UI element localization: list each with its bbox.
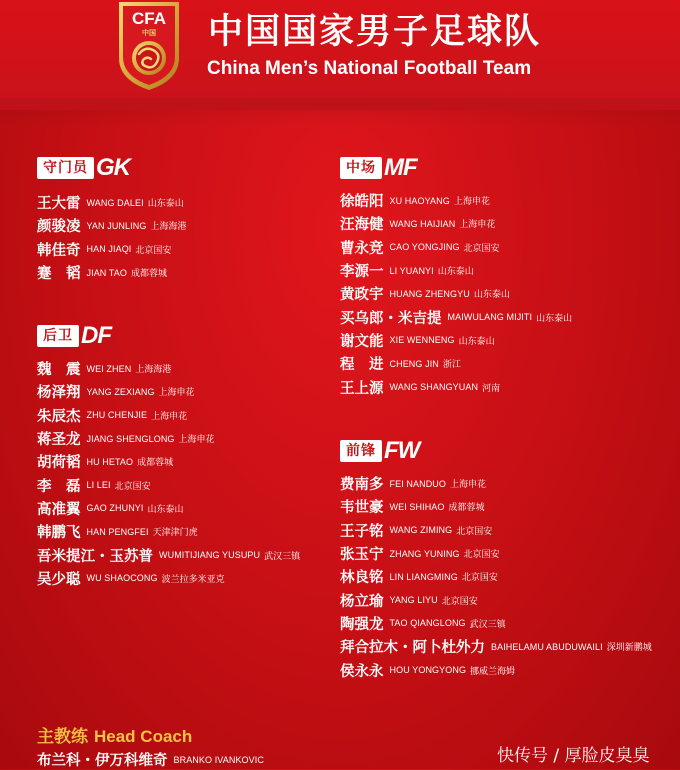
player-name-en: HAN PENGFEI <box>86 526 149 537</box>
player-name-en: LI LEI <box>86 480 111 491</box>
section-fw-tag: 前锋 <box>340 440 382 462</box>
player-row <box>37 404 300 427</box>
player-club: 波兰拉多米亚克 <box>161 574 225 585</box>
section-gk-tag: 守门员 <box>37 157 94 179</box>
player-club: 河南 <box>482 383 501 394</box>
player-row <box>340 212 572 235</box>
player-name-cn: 颜骏凌 <box>37 219 81 236</box>
player-club: 山东泰山 <box>147 504 184 515</box>
player-name-en: TAO QIANGLONG <box>389 618 466 629</box>
player-club: 山东泰山 <box>437 267 474 278</box>
cfa-crest-icon <box>117 2 181 90</box>
player-name-en: JIAN TAO <box>86 267 127 278</box>
player-row <box>340 472 652 495</box>
coach-name-row <box>37 749 264 770</box>
roster-gk <box>37 191 186 284</box>
player-club: 成都蓉城 <box>137 458 174 469</box>
player-name-en: WUMITIJIANG YUSUPU <box>159 550 261 561</box>
player-name-cn: 韩鹏飞 <box>37 525 81 542</box>
player-name-cn: 买乌郎・米吉提 <box>340 310 442 327</box>
player-club: 成都蓉城 <box>448 503 485 514</box>
player-name-cn: 吾米提江・玉苏普 <box>37 548 153 565</box>
player-name-en: WANG HAIJIAN <box>389 218 456 229</box>
player-club: 浙江 <box>442 360 461 371</box>
player-name-cn: 李 磊 <box>37 478 81 495</box>
crest-letters: CFA <box>132 9 166 28</box>
section-fw-label <box>340 437 420 464</box>
player-club: 北京国安 <box>114 481 151 492</box>
player-name-en: YAN JUNLING <box>86 220 147 231</box>
player-name-en: FEI NANDUO <box>389 478 447 489</box>
player-name-cn: 王大雷 <box>37 196 81 213</box>
coach-title <box>37 722 192 747</box>
player-club: 天津津门虎 <box>152 528 198 539</box>
player-name-cn: 汪海健 <box>340 217 384 234</box>
player-row <box>37 191 186 214</box>
player-club: 武汉三镇 <box>264 551 301 562</box>
player-name-cn: 谢文能 <box>340 333 384 350</box>
player-row <box>37 473 300 496</box>
player-club: 上海申花 <box>453 197 490 208</box>
player-name-cn: 程 进 <box>340 357 384 374</box>
player-row <box>37 497 300 520</box>
player-name-cn: 王子铭 <box>340 523 384 540</box>
player-row <box>340 305 572 328</box>
player-club: 上海海港 <box>135 365 172 376</box>
player-name-cn: 李源一 <box>340 264 384 281</box>
player-name-en: YANG LIYU <box>389 595 438 606</box>
player-club: 上海申花 <box>158 388 195 399</box>
player-name-en: MAIWULANG MIJITI <box>447 312 533 323</box>
player-name-cn: 韩佳奇 <box>37 242 81 259</box>
player-name-en: YANG ZEXIANG <box>86 386 155 397</box>
player-club: 山东泰山 <box>473 290 510 301</box>
player-name-cn: 杨泽翔 <box>37 385 81 402</box>
title-english: China Men’s National Football Team <box>207 58 532 79</box>
roster-fw <box>340 472 652 682</box>
coach-title-en: Head Coach <box>94 727 193 746</box>
player-club: 上海海港 <box>150 222 187 233</box>
player-name-cn: 韦世豪 <box>340 500 384 517</box>
section-mf-code: MF <box>384 154 417 181</box>
player-name-en: HAN JIAQI <box>86 244 132 255</box>
player-name-cn: 朱辰杰 <box>37 408 81 425</box>
player-name-en: WANG DALEI <box>86 197 144 208</box>
player-row <box>340 329 572 352</box>
player-row <box>340 612 652 635</box>
player-name-cn: 黄政宇 <box>340 287 384 304</box>
roster-df <box>37 357 300 590</box>
player-row <box>340 352 572 375</box>
player-name-cn: 陶强龙 <box>340 616 384 633</box>
player-name-en: GAO ZHUNYI <box>86 503 144 514</box>
coach-name-en: BRANKO IVANKOVIC <box>173 754 264 765</box>
player-club: 北京国安 <box>456 526 493 537</box>
player-name-en: ZHANG YUNING <box>389 548 460 559</box>
player-name-en: ZHU CHENJIE <box>86 410 148 421</box>
player-row <box>340 236 572 259</box>
player-row <box>37 380 300 403</box>
section-mf-label <box>340 154 417 181</box>
section-gk-code: GK <box>96 154 130 181</box>
section-df-label <box>37 322 111 349</box>
player-name-cn: 曹永竞 <box>340 240 384 257</box>
player-name-cn: 徐皓阳 <box>340 194 384 211</box>
player-name-en: XU HAOYANG <box>389 195 450 206</box>
player-name-cn: 胡荷韬 <box>37 455 81 472</box>
player-club: 成都蓉城 <box>130 269 167 280</box>
player-row <box>340 375 572 398</box>
player-name-en: WEI SHIHAO <box>389 501 445 512</box>
player-club: 山东泰山 <box>147 199 184 210</box>
player-name-en: WANG ZIMING <box>389 525 453 536</box>
player-name-cn: 高准翼 <box>37 501 81 518</box>
player-row <box>37 520 300 543</box>
player-name-en: LI YUANYI <box>389 265 434 276</box>
player-row <box>37 427 300 450</box>
player-row <box>340 565 652 588</box>
player-name-en: WU SHAOCONG <box>86 573 158 584</box>
watermark: 快传号 / 厚脸皮臭臭 <box>497 746 650 766</box>
player-name-en: CAO YONGJING <box>389 242 460 253</box>
player-club: 挪威兰海姆 <box>470 666 516 677</box>
player-club: 武汉三镇 <box>469 619 506 630</box>
section-mf-tag: 中场 <box>340 157 382 179</box>
coach-title-cn: 主教练 <box>37 727 88 747</box>
player-row <box>37 238 186 261</box>
player-name-cn: 王上源 <box>340 380 384 397</box>
player-name-en: WEI ZHEN <box>86 363 132 374</box>
player-club: 上海申花 <box>450 480 487 491</box>
player-row <box>340 588 652 611</box>
player-row <box>37 214 186 237</box>
section-df-code: DF <box>81 322 111 349</box>
player-club: 北京国安 <box>463 243 500 254</box>
player-name-en: BAIHELAMU ABUDUWAILI <box>491 641 603 652</box>
player-name-en: HU HETAO <box>86 456 134 467</box>
crest-sub: 中国 <box>142 29 156 37</box>
player-name-cn: 侯永永 <box>340 663 384 680</box>
player-row <box>340 635 652 658</box>
player-row <box>37 450 300 473</box>
player-name-cn: 张玉宁 <box>340 547 384 564</box>
player-row <box>340 189 572 212</box>
player-name-cn: 蒋圣龙 <box>37 432 81 449</box>
title-chinese: 中国国家男子足球队 <box>208 12 542 52</box>
player-club: 北京国安 <box>463 550 500 561</box>
player-name-cn: 费南多 <box>340 477 384 494</box>
player-name-en: HUANG ZHENGYU <box>389 288 470 299</box>
player-name-en: CHENG JIN <box>389 358 439 369</box>
player-row <box>340 542 652 565</box>
player-club: 深圳新鹏城 <box>606 643 652 654</box>
section-fw-code: FW <box>384 437 420 464</box>
player-row <box>340 519 652 542</box>
player-club: 山东泰山 <box>536 313 573 324</box>
coach-name-cn: 布兰科・伊万科维奇 <box>37 753 168 769</box>
player-name-cn: 蹇 韬 <box>37 266 81 283</box>
player-name-cn: 拜合拉木・阿卜杜外力 <box>340 640 485 657</box>
player-row <box>340 259 572 282</box>
player-name-cn: 魏 震 <box>37 362 81 379</box>
player-club: 北京国安 <box>135 245 172 256</box>
player-club: 上海申花 <box>178 435 215 446</box>
player-name-en: WANG SHANGYUAN <box>389 382 479 393</box>
header-shadow <box>0 98 680 128</box>
player-name-en: JIANG SHENGLONG <box>86 433 175 444</box>
player-club: 北京国安 <box>441 596 478 607</box>
player-name-cn: 吴少聪 <box>37 571 81 588</box>
player-club: 上海申花 <box>151 411 188 422</box>
player-name-cn: 杨立瑜 <box>340 593 384 610</box>
section-gk-label <box>37 154 130 181</box>
player-row <box>37 543 300 566</box>
player-club: 山东泰山 <box>458 336 495 347</box>
player-name-en: XIE WENNENG <box>389 335 455 346</box>
player-row <box>340 495 652 518</box>
roster-mf <box>340 189 572 399</box>
section-df-tag: 后卫 <box>37 325 79 347</box>
player-row <box>37 357 300 380</box>
player-club: 北京国安 <box>461 573 498 584</box>
player-row <box>37 261 186 284</box>
player-name-en: LIN LIANGMING <box>389 571 458 582</box>
player-row <box>340 282 572 305</box>
player-name-cn: 林良铭 <box>340 570 384 587</box>
player-name-en: HOU YONGYONG <box>389 665 467 676</box>
player-row <box>37 567 300 590</box>
player-club: 上海申花 <box>459 220 496 231</box>
player-row <box>340 658 652 681</box>
